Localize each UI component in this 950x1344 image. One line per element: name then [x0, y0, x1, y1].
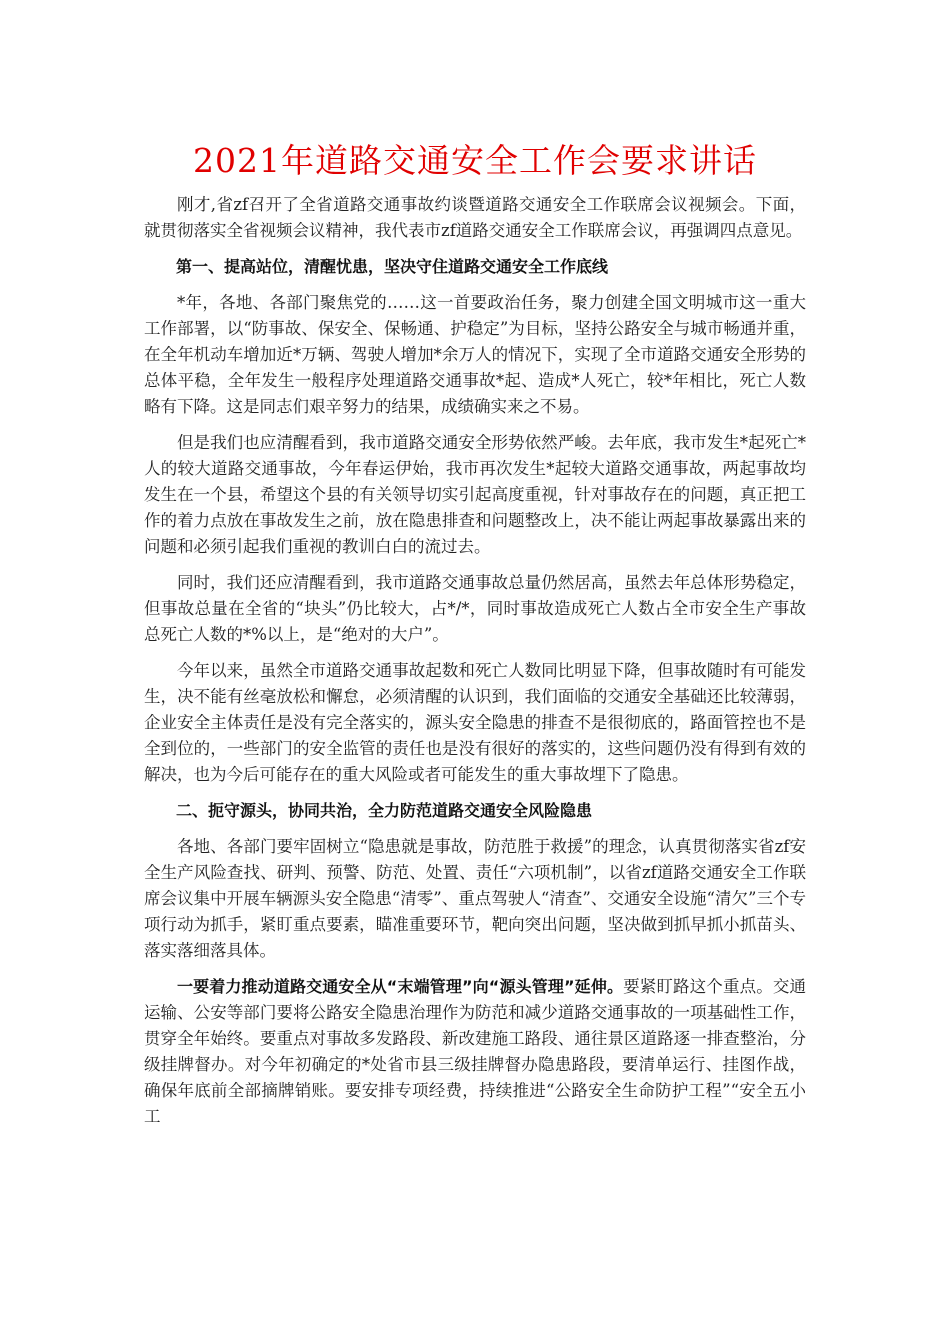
paragraph-3: 同时，我们还应清醒看到，我市道路交通事故总量仍然居高，虽然去年总体形势稳定，但事故总量在全省的“块头”仍比较大，占*/*，同时事故造成死亡人数占全市安全生产事故总死亡人数的*%以上，是“绝对的大户”。 — [144, 573, 806, 644]
document-body — [144, 192, 806, 1140]
section-heading-1: 第一、提高站位，清醒忧患，坚决守住道路交通安全工作底线 — [176, 257, 609, 276]
paragraph-6-text: 要紧盯路这个重点。交通运输、公安等部门要将公路安全隐患治理作为防范和减少道路交通事故的一项基础性工作，贯穿全年始终。要重点对事故多发路段、新改建施工路段、通往景区道路逐一排查整治，分级挂牌督办。对今年初确定的*处省市县三级挂牌督办隐患路段，要清单运行、挂图作战，确保年底前全部摘牌销账。要安排专项经费，持续推进“公路安全生命防护工程”“安全五小工 — [144, 977, 807, 1126]
paragraph-1: *年，各地、各部门聚焦党的……这一首要政治任务，聚力创建全国文明城市这一重大工作部署，以“防事故、保安全、保畅通、护稳定”为目标，坚持公路安全与城市畅通并重，在全年机动车增加近*万辆、驾驶人增加*余万人的情况下，实现了全市道路交通安全形势的总体平稳，全年发生一般程序处理道路交通事故*起、造成*人死亡，较*年相比，死亡人数略有下降。这是同志们艰辛努力的结果，成绩确实来之不易。 — [144, 293, 806, 416]
section-heading-2: 二、扼守源头，协同共治，全力防范道路交通安全风险隐患 — [176, 801, 593, 820]
paragraph-4: 今年以来，虽然全市道路交通事故起数和死亡人数同比明显下降，但事故随时有可能发生，决不能有丝毫放松和懈怠，必须清醒的认识到，我们面临的交通安全基础还比较薄弱，企业安全主体责任是没有完全落实的，源头安全隐患的排查不是很彻底的，路面管控也不是全到位的，一些部门的安全监管的责任也是没有很好的落实的，这些问题仍没有得到有效的解决，也为今后可能存在的重大风险或者可能发生的重大事故埋下了隐患。 — [144, 661, 806, 784]
paragraph-5: 各地、各部门要牢固树立“隐患就是事故，防范胜于救援”的理念，认真贯彻落实省zf安全生产风险查找、研判、预警、防范、处置、责任“六项机制”，以省zf道路交通安全工作联席会议集中开展车辆源头安全隐患“清零”、重点驾驶人“清查”、交通安全设施“清欠”三个专项行动为抓手，紧盯重点要素，瞄准重要环节，靶向突出问题，坚决做到抓早抓小抓苗头、落实落细落具体。 — [144, 837, 806, 960]
paragraph-6 — [144, 974, 806, 1130]
intro-paragraph: 刚才,省zf召开了全省道路交通事故约谈暨道路交通安全工作联席会议视频会。下面，就贯彻落实全省视频会议精神，我代表市zf道路交通安全工作联席会议，再强调四点意见。 — [144, 195, 806, 240]
paragraph-2: 但是我们也应清醒看到，我市道路交通安全形势依然严峻。去年底，我市发生*起死亡*人的较大道路交通事故，今年春运伊始，我市再次发生*起较大道路交通事故，两起事故均发生在一个县，希望这个县的有关领导切实引起高度重视，针对事故存在的问题，真正把工作的着力点放在事故发生之前，放在隐患排查和问题整改上，决不能让两起事故暴露出来的问题和必须引起我们重视的教训白白的流过去。 — [144, 433, 806, 556]
paragraph-6-lead: 一要着力推动道路交通安全从“末端管理”向“源头管理”延伸。 — [177, 977, 624, 996]
document-title: 2021年道路交通安全工作会要求讲话 — [193, 141, 757, 180]
